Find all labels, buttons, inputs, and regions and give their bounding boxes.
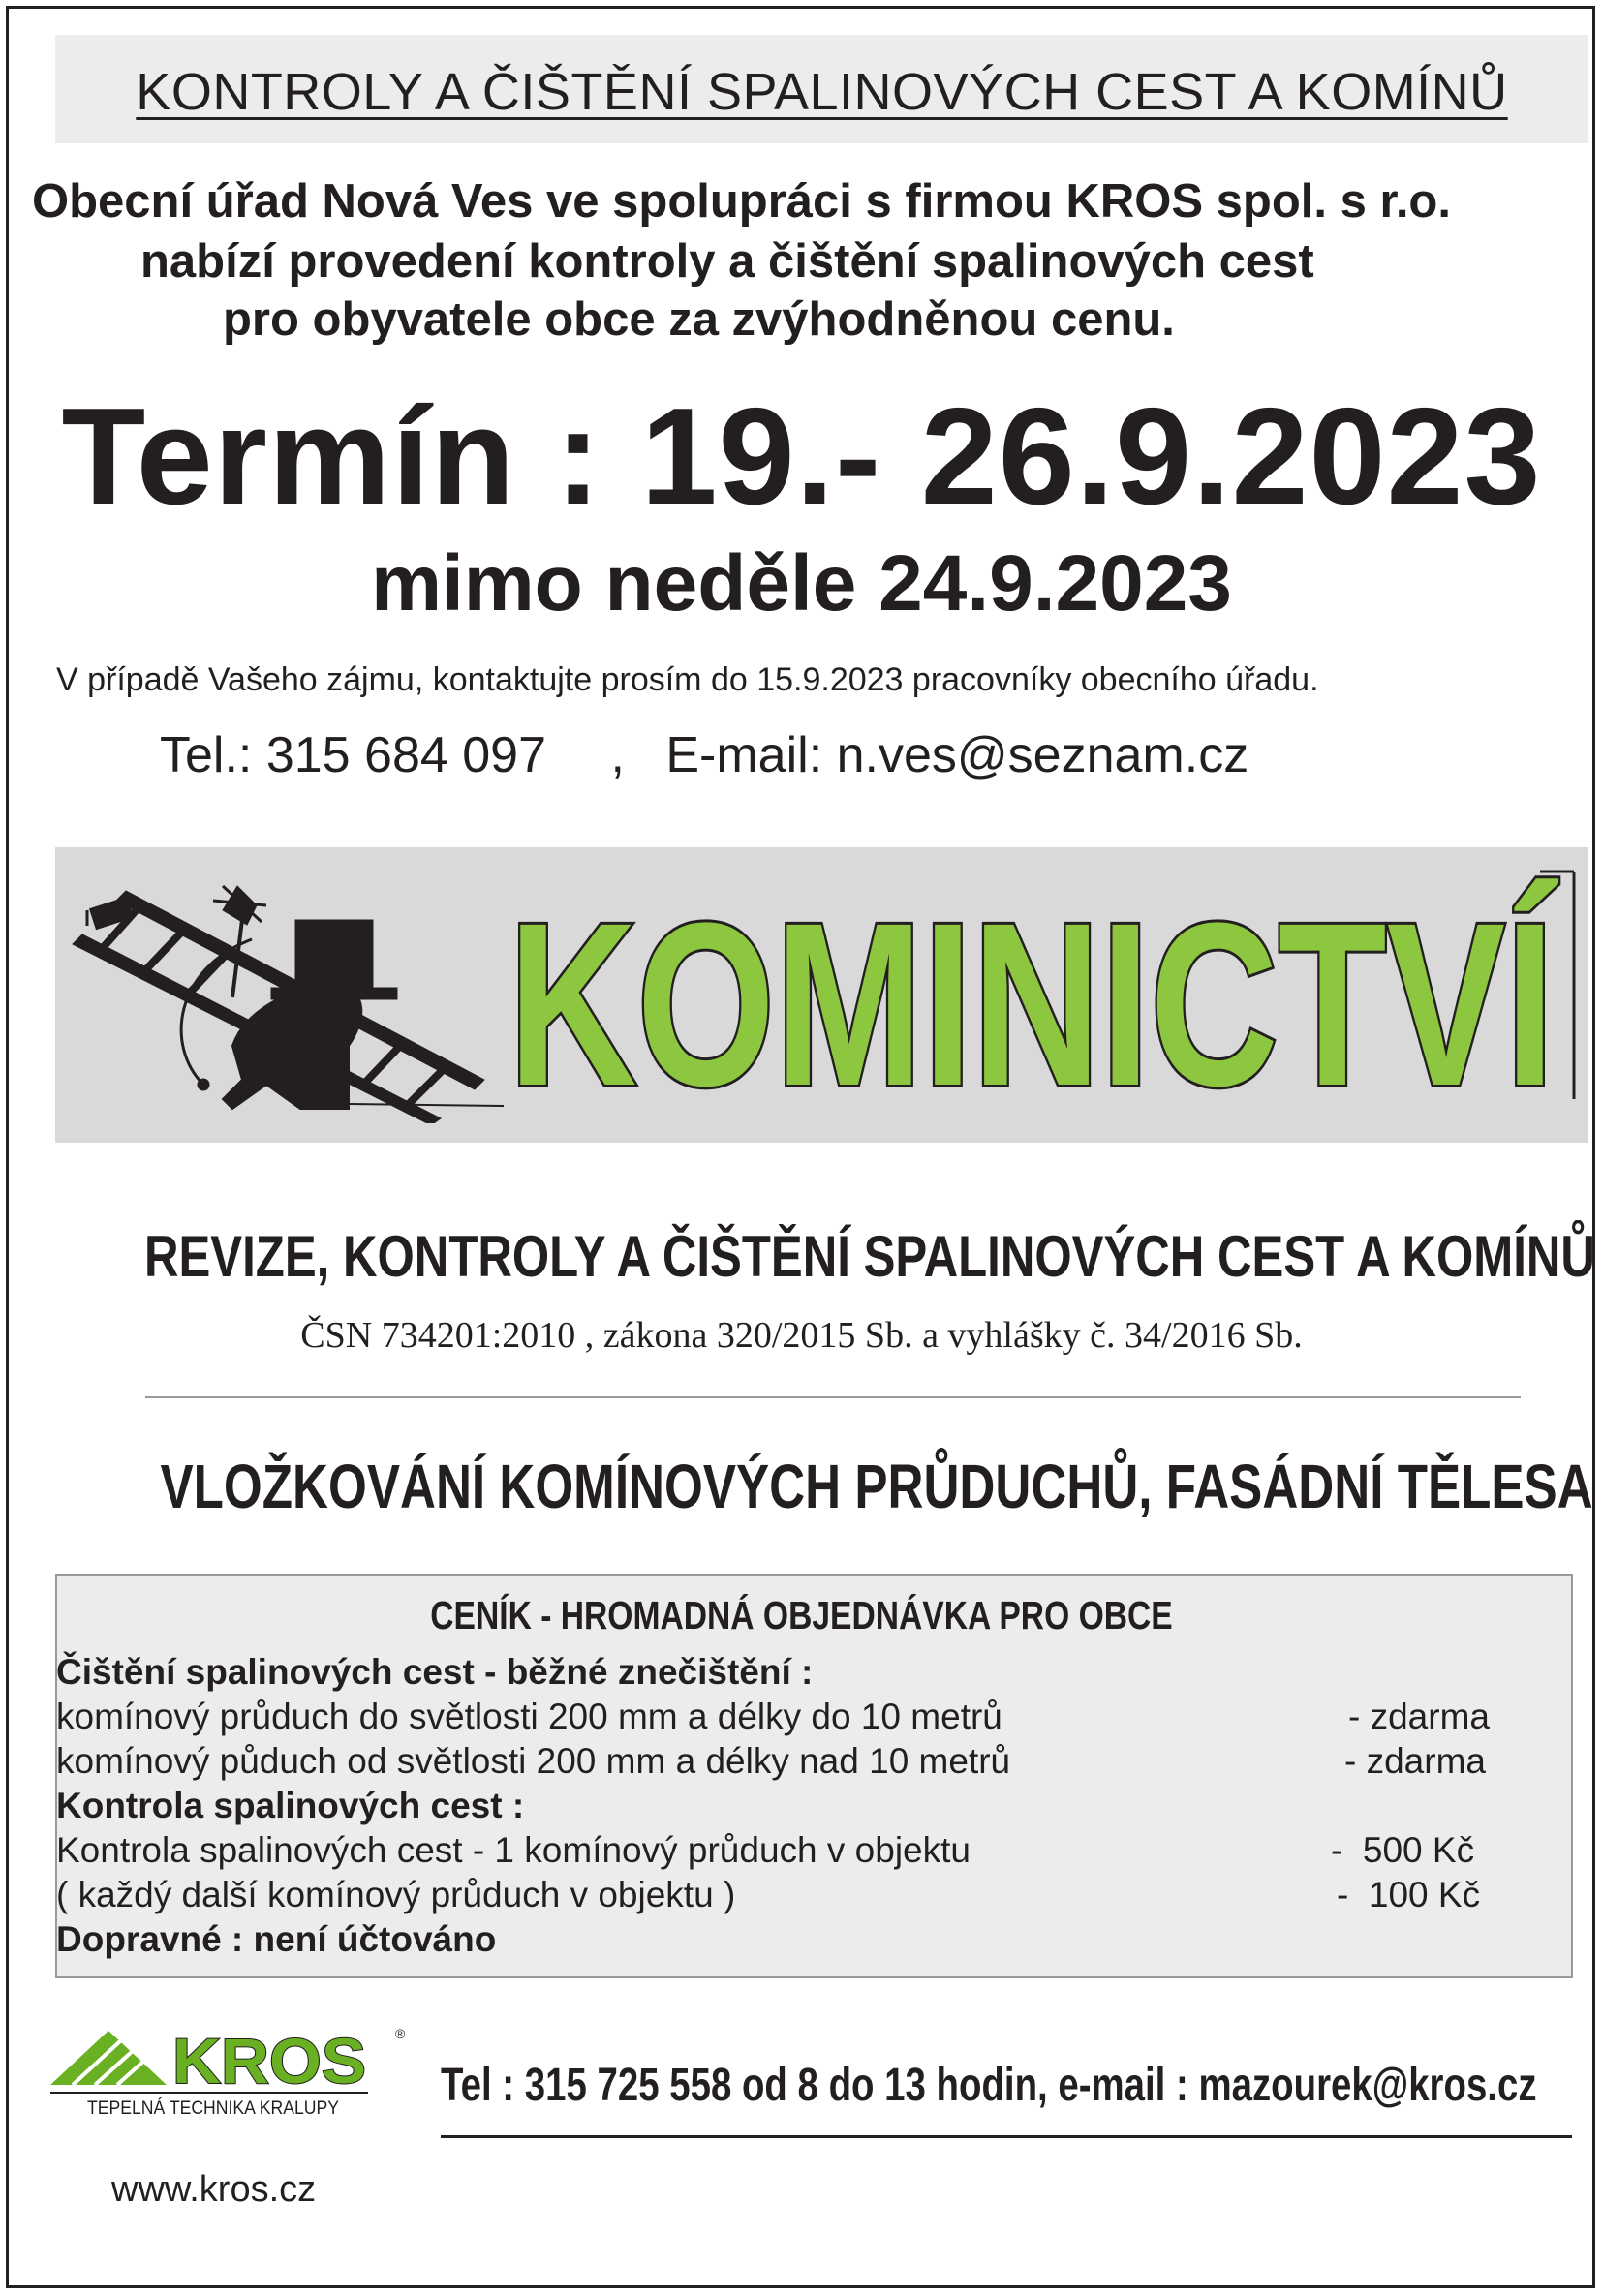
- term-dates: Termín : 19.- 26.9.2023: [61, 380, 1542, 534]
- pricelist-row-label: Čištění spalinových cest - běžné znečištění :: [56, 1652, 814, 1692]
- pricelist-row-price: - zdarma: [1348, 1697, 1490, 1736]
- logo-tagline: TEPELNÁ TECHNIKA KRALUPY: [87, 2098, 340, 2119]
- contact-email[interactable]: E-mail: n.ves@seznam.cz: [665, 727, 1249, 783]
- services-vlozkovani: VLOŽKOVÁNÍ KOMÍNOVÝCH PRŮDUCHŮ, FASÁDNÍ TĚLESA: [160, 1452, 1593, 1521]
- pricelist-title: CENÍK - HROMADNÁ OBJEDNÁVKA PRO OBCE: [430, 1593, 1173, 1638]
- chimney-sweep-icon: [58, 852, 504, 1123]
- pricelist-row-label: Kontrola spalinových cest :: [56, 1786, 525, 1825]
- footer-underline: [441, 2135, 1572, 2138]
- services-revize: REVIZE, KONTROLY A ČIŠTĚNÍ SPALINOVÝCH CEST A KOMÍNŮ: [143, 1224, 1595, 1289]
- contact-separator: ,: [610, 727, 625, 783]
- interest-note: V případě Vašeho zájmu, kontaktujte prosím do 15.9.2023 pracovníky obecního úřadu.: [56, 661, 1319, 698]
- intro-line-3: pro obyvatele obce za zvýhodněnou cenu.: [223, 293, 1175, 346]
- pricelist-row-price: - 100 Kč: [1337, 1875, 1481, 1914]
- contact-line: [160, 726, 1248, 784]
- divider: [145, 1396, 1521, 1398]
- header-band: [55, 35, 1588, 143]
- pricelist-row-label: komínový průduch do světlosti 200 mm a délky do 10 metrů: [56, 1697, 1002, 1736]
- logo-registered-mark: ®: [395, 2029, 406, 2041]
- intro-line-1: Obecní úřad Nová Ves ve spolupráci s firmou KROS spol. s r.o.: [32, 175, 1451, 228]
- services-norm: ČSN 734201:2010 , zákona 320/2015 Sb. a vyhlášky č. 34/2016 Sb.: [300, 1315, 1303, 1356]
- banner-title-graphic: [484, 857, 1579, 1118]
- banner-title: KOMINICTVÍ: [509, 874, 1559, 1118]
- pricelist-row-price: - 500 Kč: [1331, 1830, 1475, 1870]
- website-link[interactable]: www.kros.cz: [111, 2169, 317, 2210]
- kros-logo: [48, 2029, 407, 2130]
- intro-line-2: nabízí provedení kontroly a čištění spalinových cest: [140, 235, 1314, 288]
- pricelist-row-label: Kontrola spalinových cest - 1 komínový průduch v objektu: [56, 1830, 971, 1870]
- logo-wordmark: KROS: [172, 2029, 366, 2097]
- term-exception: mimo neděle 24.9.2023: [371, 539, 1232, 628]
- pricelist-row-label: ( každý další komínový průduch v objektu ): [56, 1875, 736, 1914]
- footer-contact: Tel : 315 725 558 od 8 do 13 hodin, e-mail : mazourek@kros.cz: [441, 2060, 1537, 2111]
- pricelist-row-price: - zdarma: [1344, 1741, 1486, 1781]
- pricelist-row-label: komínový půduch od světlosti 200 mm a délky nad 10 metrů: [56, 1741, 1011, 1781]
- page-title: KONTROLY A ČIŠTĚNÍ SPALINOVÝCH CEST A KOMÍNŮ: [136, 63, 1508, 121]
- pricelist-row-label: Dopravné : není účtováno: [56, 1919, 497, 1959]
- contact-phone: Tel.: 315 684 097: [160, 727, 546, 783]
